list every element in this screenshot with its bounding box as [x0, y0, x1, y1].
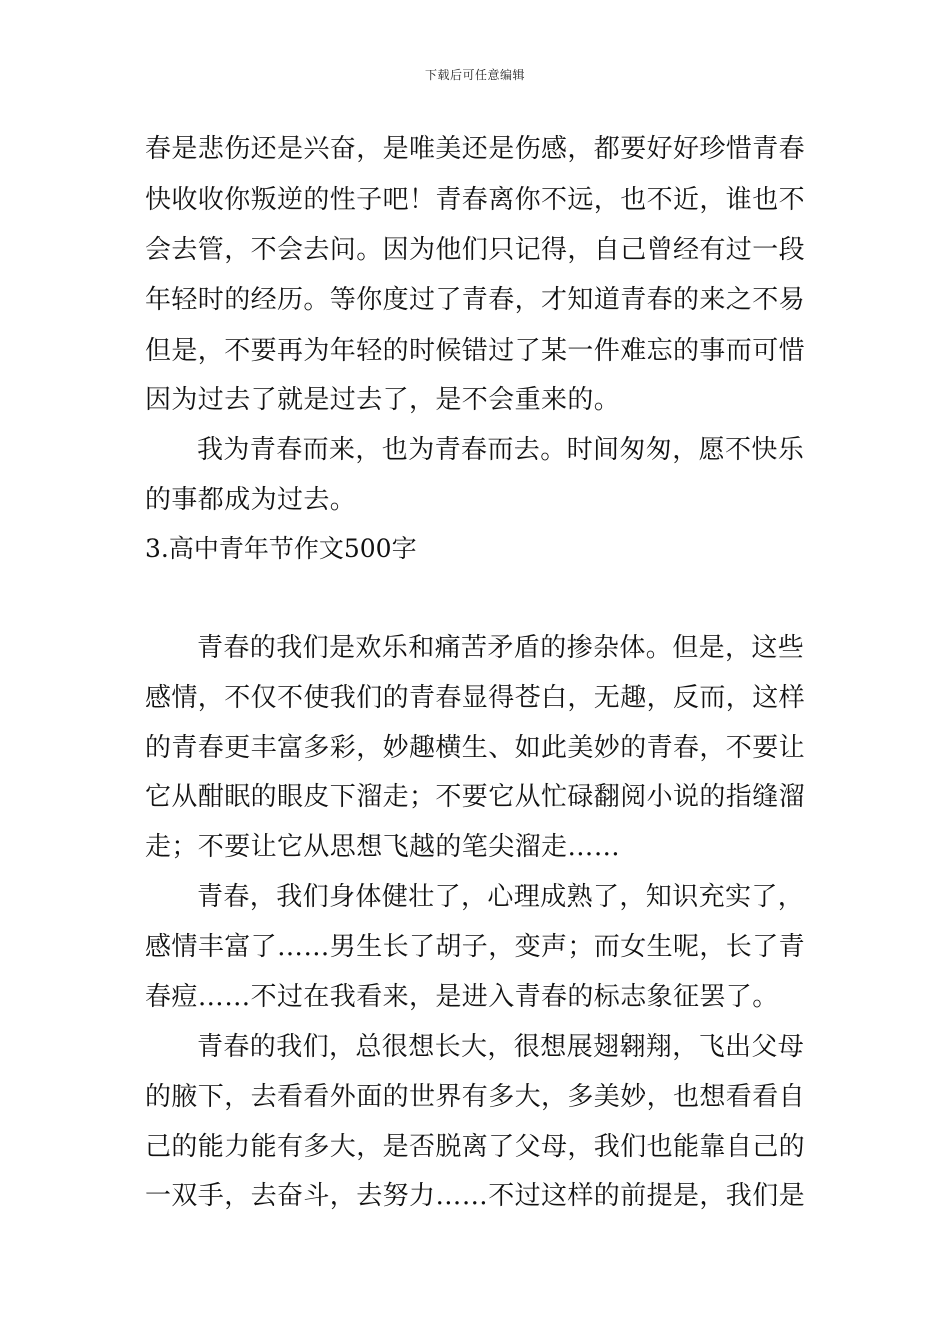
text-line: 走；不要让它从思想飞越的笔尖溜走……: [145, 832, 621, 862]
text-line: 的青春更丰富多彩，妙趣横生、如此美妙的青春，不要让: [145, 733, 806, 763]
text-line: 因为过去了就是过去了，是不会重来的。: [145, 385, 621, 415]
page-header: 下载后可任意编辑: [424, 68, 525, 82]
text-line: 会去管，不会去问。因为他们只记得，自己曾经有过一段: [145, 235, 806, 265]
text-line: 年轻时的经历。等你度过了青春，才知道青春的来之不易: [145, 285, 806, 315]
text-line: 春是悲伤还是兴奋，是唯美还是伤感，都要好好珍惜青春: [145, 134, 806, 164]
text-line: 己的能力能有多大，是否脱离了父母，我们也能靠自己的: [145, 1132, 806, 1162]
paragraph-first-line: 青春，我们身体健壮了，心理成熟了，知识充实了，: [197, 882, 805, 912]
paragraph-first-line: 青春的我们，总很想长大，很想展翅翱翔，飞出父母: [197, 1032, 805, 1062]
text-line: 一双手，去奋斗，去努力……不过这样的前提是，我们是: [145, 1181, 806, 1211]
paragraph-first-line: 青春的我们是欢乐和痛苦矛盾的掺杂体。但是，这些: [197, 633, 805, 663]
text-line: 春痘……不过在我看来，是进入青春的标志象征罢了。: [145, 982, 779, 1012]
text-line: 感情丰富了……男生长了胡子，变声；而女生呢，长了青: [145, 932, 806, 962]
text-line: 感情，不仅不使我们的青春显得苍白，无趣，反而，这样: [145, 683, 806, 713]
text-line: 的腋下，去看看外面的世界有多大，多美妙，也想看看自: [145, 1082, 806, 1112]
section-heading: 3.高中青年节作文500字: [145, 534, 417, 563]
paragraph-first-line: 我为青春而来，也为青春而去。时间匆匆，愿不快乐: [197, 435, 805, 465]
text-line: 它从酣眠的眼皮下溜走；不要它从忙碌翻阅小说的指缝溜: [145, 782, 806, 812]
text-line: 快收收你叛逆的性子吧！青春离你不远，也不近，谁也不: [145, 185, 806, 215]
text-line: 的事都成为过去。: [145, 485, 357, 515]
text-line: 但是，不要再为年轻的时候错过了某一件难忘的事而可惜: [145, 336, 806, 366]
